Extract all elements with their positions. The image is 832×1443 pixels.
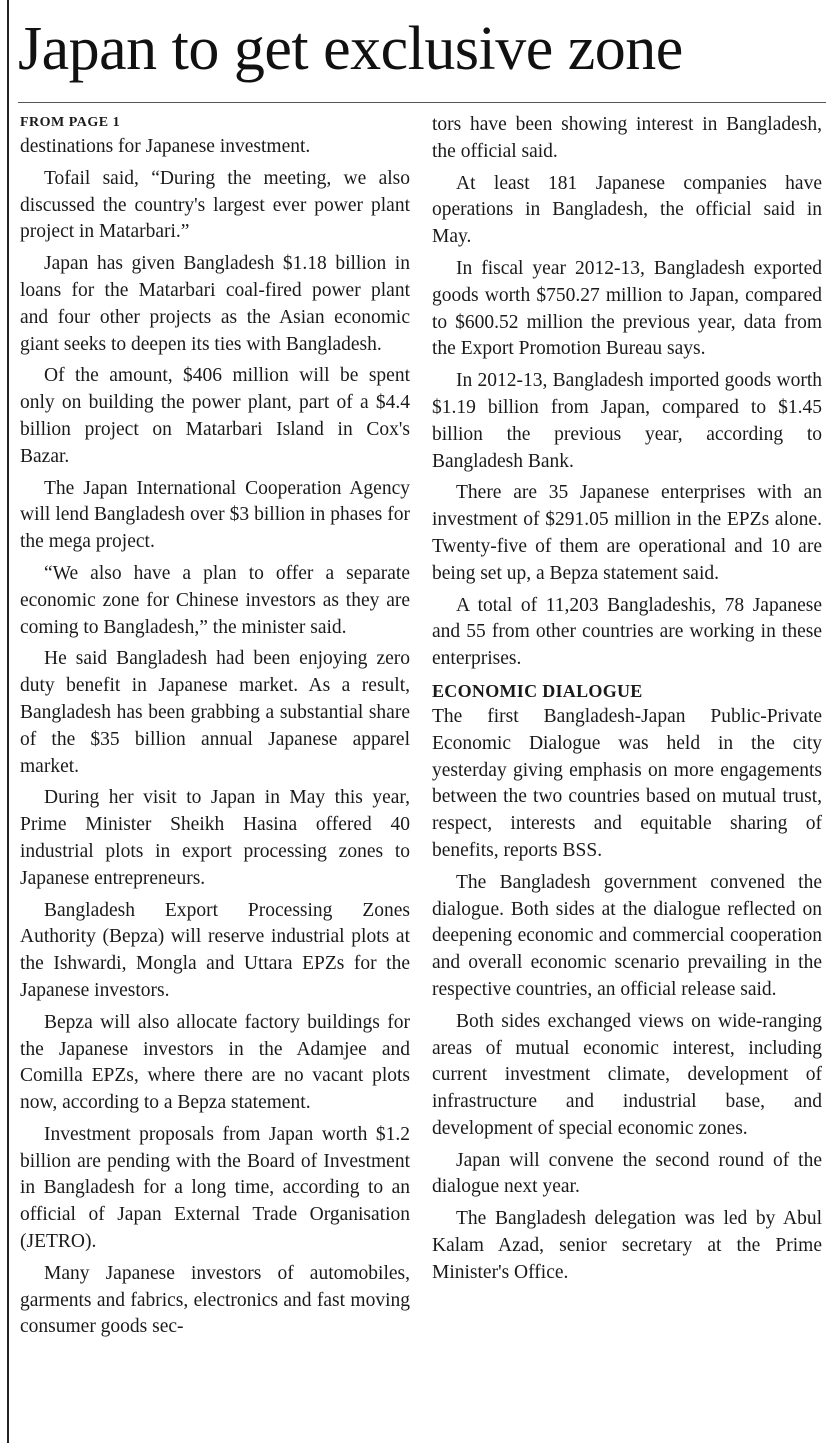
paragraph: The Japan International Cooperation Agency will lend Bangladesh over $3 billion in phases for the mega project.	[20, 477, 410, 553]
paragraph: He said Bangladesh had been enjoying zero duty benefit in Japanese market. As a result, Bangladesh has been grabbing a substantial share of the $35 billion annual Japanese apparel market.	[20, 648, 410, 777]
headline: Japan to get exclusive zone	[18, 15, 683, 83]
paragraph: Of the amount, $406 million will be spent only on building the power plant, part of a $4.4 billion project on Matarbari Island in Cox's Bazar.	[20, 365, 410, 467]
paragraph: Many Japanese investors of automobiles, garments and fabrics, electronics and fast moving consumer goods sec-	[20, 1262, 410, 1338]
section-subhead: ECONOMIC DIALOGUE	[432, 680, 643, 701]
paragraph: The Bangladesh government convened the dialogue. Both sides at the dialogue reflected on deepening economic and commercial cooperation and overall economic scenario prevailing in the respective countries, an official release said.	[432, 871, 822, 1000]
continuation-label: FROM PAGE 1	[20, 115, 121, 130]
paragraph: Japan will convene the second round of the dialogue next year.	[432, 1149, 822, 1198]
paragraph: Bepza will also allocate factory buildings for the Japanese investors in the Adamjee and Comilla EPZs, where there are no vacant plots now, according to a Bepza statement.	[20, 1011, 410, 1114]
article-column-left	[20, 112, 410, 1346]
paragraph: There are 35 Japanese enterprises with an investment of $291.05 million in the EPZs alone. Twenty-five of them are operational and 10 are being set up, a Bepza statement said.	[432, 482, 822, 584]
paragraph: The first Bangladesh-Japan Public-Private Economic Dialogue was held in the city yesterday giving emphasis on more engagements between the two countries based on mutual trust, respect, interests and equitable sharing of benefits, reports BSS.	[432, 705, 822, 861]
paragraph: Bangladesh Export Processing Zones Authority (Bepza) will reserve industrial plots at the Ishwardi, Mongla and Uttara EPZs for the Japanese investors.	[20, 899, 410, 1001]
paragraph: tors have been showing interest in Bangladesh, the official said.	[432, 114, 822, 162]
paragraph: In fiscal year 2012-13, Bangladesh exported goods worth $750.27 million to Japan, compared to $600.52 million the previous year, data from the Export Promotion Bureau says.	[432, 257, 822, 360]
headline-rule	[18, 102, 826, 103]
paragraph: A total of 11,203 Bangladeshis, 78 Japanese and 55 from other countries are working in these enterprises.	[432, 594, 822, 670]
paragraph: The Bangladesh delegation was led by Abul Kalam Azad, senior secretary at the Prime Minister's Office.	[432, 1208, 822, 1283]
article-column-right	[432, 112, 822, 1292]
paragraph: At least 181 Japanese companies have operations in Bangladesh, the official said in May.	[432, 172, 822, 248]
left-column-rule	[7, 0, 9, 1443]
paragraph: Both sides exchanged views on wide-ranging areas of mutual economic interest, including current investment climate, development of infrastructure and industrial base, and development of special economic zones.	[432, 1010, 822, 1139]
paragraph: Tofail said, “During the meeting, we also discussed the country's largest ever power plant project in Matarbari.”	[20, 167, 410, 243]
paragraph: In 2012-13, Bangladesh imported goods worth $1.19 billion from Japan, compared to $1.45 billion the previous year, according to Bangladesh Bank.	[432, 370, 822, 472]
paragraph: “We also have a plan to offer a separate economic zone for Chinese investors as they are coming to Bangladesh,” the minister said.	[20, 562, 410, 638]
paragraph: Investment proposals from Japan worth $1.2 billion are pending with the Board of Investment in Bangladesh for a long time, according to an official of Japan External Trade Organisation (JETRO).	[20, 1123, 410, 1253]
paragraph: destinations for Japanese investment.	[20, 136, 311, 157]
paragraph: During her visit to Japan in May this year, Prime Minister Sheikh Hasina offered 40 industrial plots in export processing zones to Japanese entrepreneurs.	[20, 787, 410, 889]
paragraph: Japan has given Bangladesh $1.18 billion in loans for the Matarbari coal-fired power plant and four other projects as the Asian economic giant seeks to deepen its ties with Bangladesh.	[20, 253, 410, 355]
